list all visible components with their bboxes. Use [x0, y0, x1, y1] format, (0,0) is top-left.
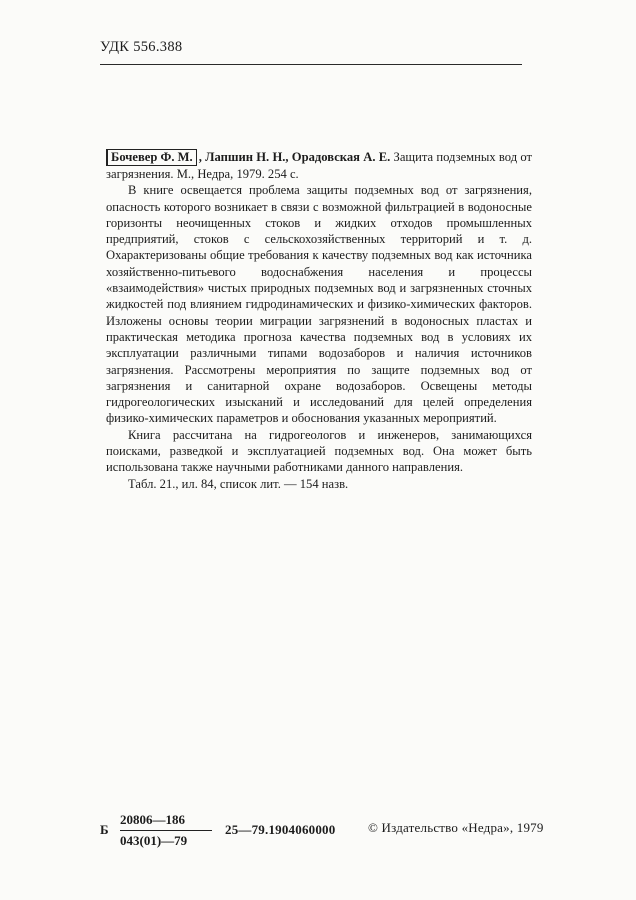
header-divider: [100, 64, 522, 65]
abstract-block: [106, 149, 532, 492]
fraction-line: [120, 830, 212, 831]
imprint-code: 25—79.1904060000: [225, 822, 336, 837]
audience-paragraph: Книга рассчитана на гидрогеологов и инженеров, занимающихся поисками, разведкой и эксплуатацией подземных вод. Она может быть использована также научными работниками данного направления.: [106, 427, 532, 475]
udk-code: УДК 556.388: [100, 39, 183, 55]
imprint-letter: Б: [100, 822, 109, 837]
copyright-notice: © Издательство «Недра», 1979: [368, 820, 544, 835]
imprint-footer: [100, 805, 580, 855]
imprint-fraction: [120, 811, 216, 850]
abstract-paragraph: В книге освещается проблема защиты подземных вод от загрязнения, опасность которого возникает в связи с возможной фильтрацией в водоносные горизонты неочищенных стоков и жидких отходов промышленных предприятий, стоков с сельскохозяйственных территорий и т. д. Охарактеризованы общие требования к качеству подземных вод как источника хозяйственно-питьевого водоснабжения населения и процессы «взаимодействия» чистых природных подземных вод и загрязненных сточных жидкостей под влиянием гидродинамических и физико-химических факторов. Изложены основы теории миграции загрязнений в водоносных пластах и практическая методика прогноза качества подземных вод в условиях их эксплуатации различными типами водозаборов и наличия источников загрязнения. Рассмотрены мероприятия по защите подземных вод от загрязнения и санитарной охране водозаборов. Освещены методы гидрогеологических изысканий и исследований для целей определения физико-химических параметров и обоснования указанных мероприятий.: [106, 183, 532, 426]
coauthors: , Лапшин Н. Н., Орадовская А. Е.: [198, 150, 391, 164]
imprint-numerator: 20806—186: [120, 812, 185, 827]
stats-paragraph: Табл. 21., ил. 84, список лит. — 154 назв.: [128, 476, 349, 491]
imprint-denominator: 043(01)—79: [120, 833, 188, 848]
book-title: Защита подземных вод от загрязнения. М., Недра, 1979. 254 с.: [106, 150, 532, 181]
author-box: Бочевер Ф. М.: [106, 149, 197, 166]
bibliographic-entry: [106, 149, 532, 182]
